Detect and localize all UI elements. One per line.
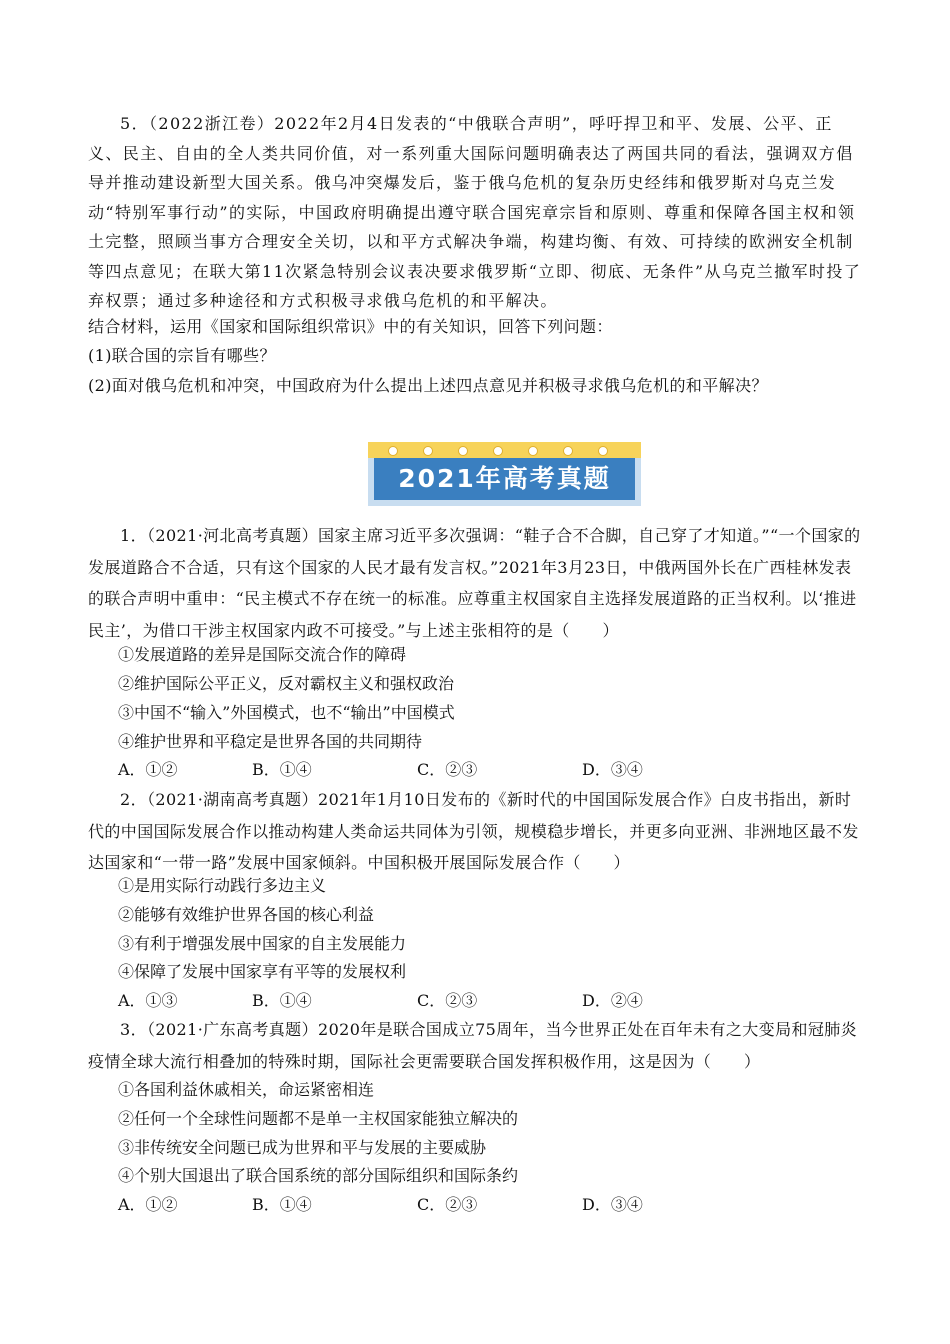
question-1-choice-c: C．②③ bbox=[417, 760, 478, 779]
question-2-choice-c: C．②③ bbox=[417, 991, 478, 1010]
question-3-option-4: ④个别大国退出了联合国系统的部分国际组织和国际条约 bbox=[118, 1166, 519, 1185]
ring-icon bbox=[563, 446, 573, 456]
question-3-choice-c: C．②③ bbox=[417, 1195, 478, 1214]
question-5-sub-1: (1)联合国的宗旨有哪些？ bbox=[88, 346, 276, 365]
ring-icon bbox=[598, 446, 608, 456]
ring-icon bbox=[528, 446, 538, 456]
question-2-choice-a: A．①③ bbox=[118, 991, 178, 1010]
question-5-sub-2: (2)面对俄乌危机和冲突，中国政府为什么提出上述四点意见并积极寻求俄乌危机的和平解决？ bbox=[88, 376, 768, 395]
question-2-option-3: ③有利于增强发展中国家的自主发展能力 bbox=[118, 934, 407, 953]
question-1-option-3: ③中国不“输入”外国模式，也不“输出”中国模式 bbox=[118, 703, 455, 722]
ring-icon bbox=[388, 446, 398, 456]
question-5-intro: 结合材料，运用《国家和国际组织常识》中的有关知识，回答下列问题： bbox=[88, 317, 613, 336]
question-3-option-2: ②任何一个全球性问题都不是单一主权国家能独立解决的 bbox=[118, 1109, 519, 1128]
question-3-choice-a: A．①② bbox=[118, 1195, 178, 1214]
question-2-stem: 2．（2021·湖南高考真题）2021年1月10日发布的《新时代的中国国际发展合作》白皮书指出，新时代的中国国际发展合作以推动构建人类命运共同体为引领，规模稳步增长，并更多向亚洲、非洲地区最不发达国家和“一带一路”发展中国家倾斜。中国积极开展国际发展合作（ ） bbox=[88, 790, 859, 872]
question-1-stem: 1．（2021·河北高考真题）国家主席习近平多次强调：“鞋子合不合脚，自己穿了才知道。”“一个国家的发展道路合不合适，只有这个国家的人民才最有发言权。”2021年3月23日，中俄两国外长在广西桂林发表的联合声明中重申：“民主模式不存在统一的标准。应尊重主权国家自主选择发展道路的正当权利。以‘推进民主’，为借口干涉主权国家内政不可接受。”与上述主张相符的是（ ） bbox=[88, 526, 861, 640]
question-2-choice-d: D．②④ bbox=[582, 991, 643, 1010]
question-1-option-2: ②维护国际公平正义，反对霸权主义和强权政治 bbox=[118, 674, 455, 693]
question-2-option-4: ④保障了发展中国家享有平等的发展权利 bbox=[118, 962, 407, 981]
question-3-option-1: ①各国利益休戚相关，命运紧密相连 bbox=[118, 1080, 375, 1099]
question-5-text: 5．（2022浙江卷）2022年2月4日发表的“中俄联合声明”，呼吁捍卫和平、发展、公平、正义、民主、自由的全人类共同价值，对一系列重大国际问题明确表达了两国共同的看法，强调双方倡导并推动建设新型大国关系。俄乌冲突爆发后，鉴于俄乌危机的复杂历史经纬和俄罗斯对乌克兰发动“特别军事行动”的实际，中国政府明确提出遵守联合国宪章宗旨和原则、尊重和保障各国主权和领土完整，照顾当事方合理安全关切，以和平方式解决争端，构建均衡、有效、可持续的欧洲安全机制等四点意见；在联大第11次紧急特别会议表决要求俄罗斯“立即、彻底、无条件”从乌克兰撤军时投了弃权票；通过多种途径和方式积极寻求俄乌危机的和平解决。 bbox=[88, 114, 862, 310]
question-1-option-1: ①发展道路的差异是国际交流合作的障碍 bbox=[118, 645, 407, 664]
question-1-option-4: ④维护世界和平稳定是世界各国的共同期待 bbox=[118, 732, 423, 751]
ring-icon bbox=[458, 446, 468, 456]
banner-binding-strip bbox=[368, 442, 641, 458]
question-3-choice-d: D．③④ bbox=[582, 1195, 643, 1214]
question-2-option-1: ①是用实际行动践行多边主义 bbox=[118, 876, 327, 895]
ring-icon bbox=[493, 446, 503, 456]
question-3-choice-b: B．①④ bbox=[252, 1195, 312, 1214]
question-2-option-2: ②能够有效维护世界各国的核心利益 bbox=[118, 905, 375, 924]
banner-body bbox=[374, 458, 635, 500]
banner-title: 2021年高考真题 bbox=[398, 464, 611, 493]
section-banner bbox=[368, 442, 641, 506]
ring-icon bbox=[423, 446, 433, 456]
question-2-choice-b: B．①④ bbox=[252, 991, 312, 1010]
question-1-choice-a: A．①② bbox=[118, 760, 178, 779]
question-3-option-3: ③非传统安全问题已成为世界和平与发展的主要威胁 bbox=[118, 1138, 487, 1157]
question-1-choice-b: B．①④ bbox=[252, 760, 312, 779]
question-1-choice-d: D．③④ bbox=[582, 760, 643, 779]
question-3-stem: 3．（2021·广东高考真题）2020年是联合国成立75周年，当今世界正处在百年未有之大变局和冠肺炎疫情全球大流行相叠加的特殊时期，国际社会更需要联合国发挥积极作用，这是因为（ ） bbox=[88, 1020, 858, 1071]
